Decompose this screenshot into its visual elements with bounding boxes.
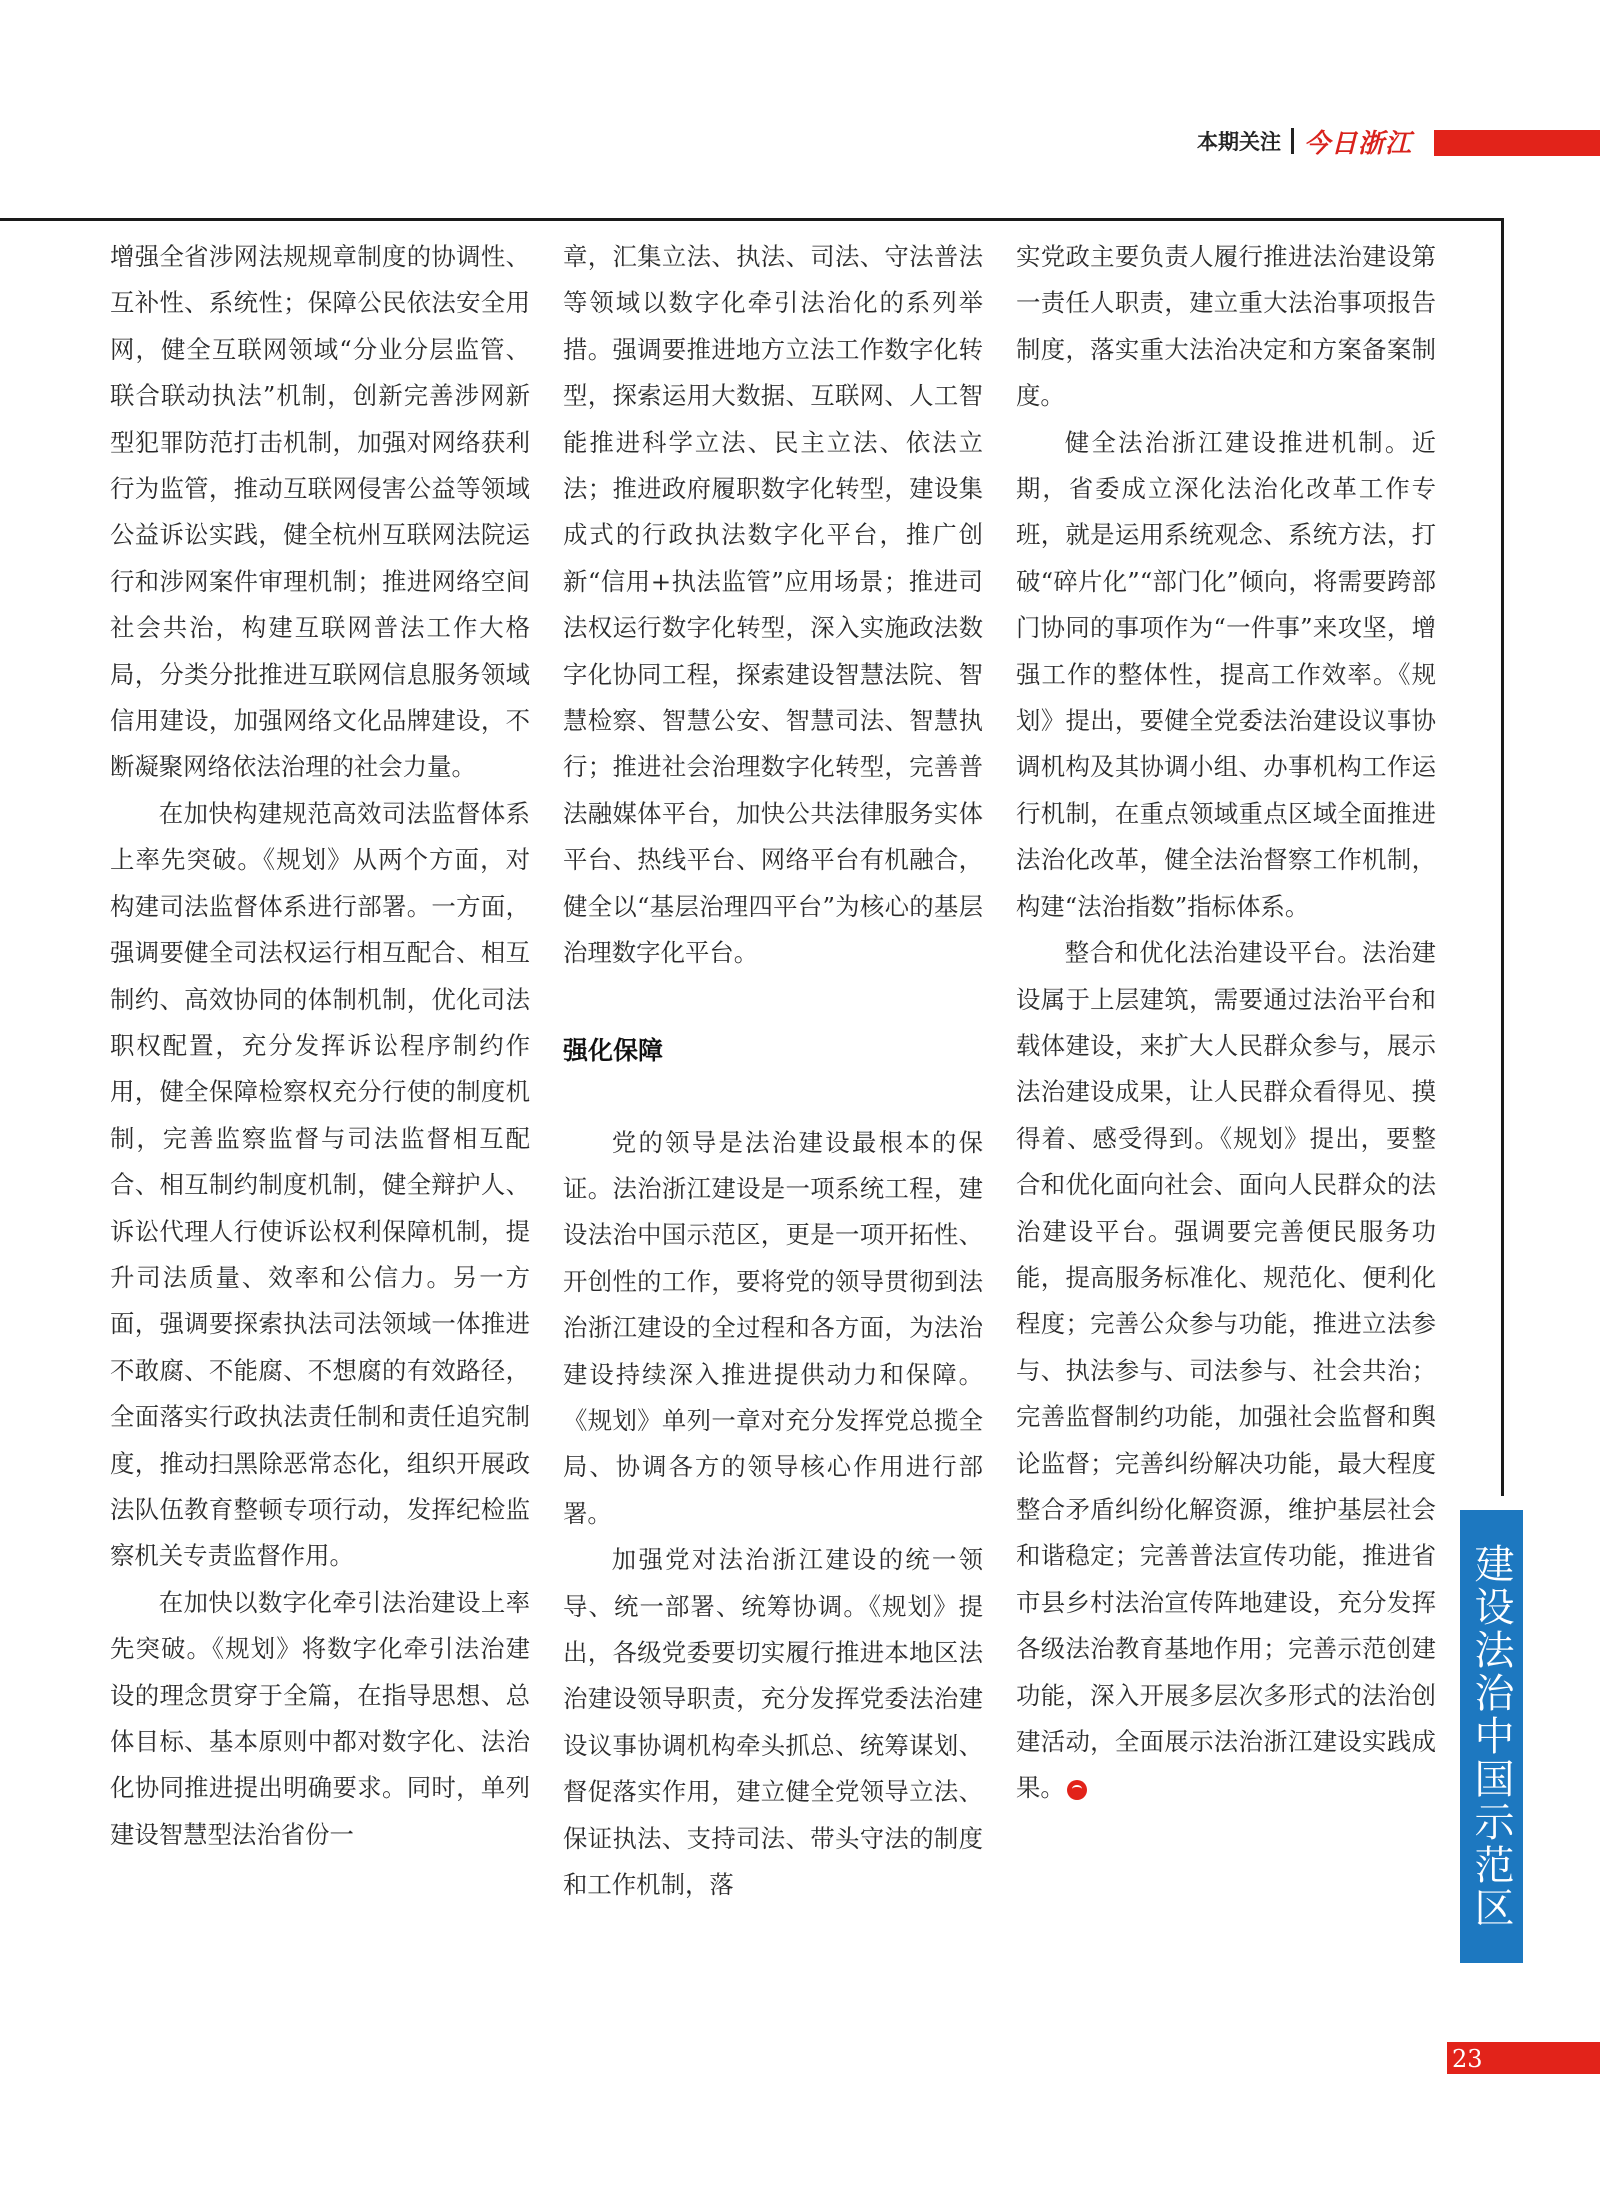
header-red-bar bbox=[1434, 130, 1600, 156]
paragraph: 章，汇集立法、执法、司法、守法普法等领域以数字化牵引法治化的系列举措。强调要推进地方立法工作数字化转型，探索运用大数据、互联网、人工智能推进科学立法、民主立法、依法立法；推进政府履职数字化转型，建设集成式的行政执法数字化平台，推广创新“信用+执法监管”应用场景；推进司法权运行数字化转型，深入实施政法数字化协同工程，探索建设智慧法院、智慧检察、智慧公安、智慧司法、智慧执行；推进社会治理数字化转型，完善普法融媒体平台，加快公共法律服务实体平台、热线平台、网络平台有机融合，健全以“基层治理四平台”为核心的基层治理数字化平台。 bbox=[563, 242, 983, 968]
paragraph: 党的领导是法治建设最根本的保证。法治浙江建设是一项系统工程，建设法治中国示范区，更是一项开拓性、开创性的工作，要将党的领导贯彻到法治浙江建设的全过程和各方面，为法治建设持续深入推进提供动力和保障。《规划》单列一章对充分发挥党总揽全局、协调各方的领导核心作用进行部署。 bbox=[563, 1127, 983, 1528]
paragraph: 增强全省涉网法规规章制度的协调性、互补性、系统性；保障公民依法安全用网，健全互联网领域“分业分层监管、联合联动执法”机制，创新完善涉网新型犯罪防范打击机制，加强对网络获利行为监管，推动互联网侵害公益等领域公益诉讼实践，健全杭州互联网法院运行和涉网案件审理机制；推进网络空间社会共治，构建互联网普法工作大格局，分类分批推进互联网信息服务领域信用建设，加强网络文化品牌建设，不断凝聚网络依法治理的社会力量。 bbox=[110, 242, 530, 782]
page-number: 23 bbox=[1452, 2045, 1483, 2073]
side-banner bbox=[1460, 1510, 1523, 1963]
paragraph-final bbox=[1016, 930, 1436, 1812]
paragraph: 在加快构建规范高效司法监督体系上率先突破。《规划》从两个方面，对构建司法监督体系进行部署。一方面，强调要健全司法权运行相互配合、相互制约、高效协同的体制机制，优化司法职权配置，充分发挥诉讼程序制约作用，健全保障检察权充分行使的制度机制，完善监察监督与司法监督相互配合、相互制约制度机制，健全辩护人、诉讼代理人行使诉讼权利保障机制，提升司法质量、效率和公信力。另一方面，强调要探索执法司法领域一体推进不敢腐、不能腐、不想腐的有效路径，全面落实行政执法责任制和责任追究制度，推动扫黑除恶常态化，组织开展政法队伍教育整顿专项行动，发挥纪检监察机关专责监督作用。 bbox=[110, 798, 530, 1571]
top-rule bbox=[0, 218, 1503, 221]
article-column-2 bbox=[563, 234, 983, 1908]
article-column-1 bbox=[110, 234, 530, 1858]
right-rule bbox=[1501, 218, 1504, 1496]
paragraph-text: 整合和优化法治建设平台。法治建设属于上层建筑，需要通过法治平台和载体建设，来扩大人民群众参与，展示法治建设成果，让人民群众看得见、摸得着、感受得到。《规划》提出，要整合和优化面向社会、面向人民群众的法治建设平台。强调要完善便民服务功能，提高服务标准化、规范化、便利化程度；完善公众参与功能，推进立法参与、执法参与、司法参与、社会共治；完善监督制约功能，加强社会监督和舆论监督；完善纠纷解决功能，最大程度整合矛盾纠纷化解资源，维护基层社会和谐稳定；完善普法宣传功能，推进省市县乡村法治宣传阵地建设，充分发挥各级法治教育基地作用；完善示范创建功能，深入开展多层次多形式的法治创建活动，全面展示法治浙江建设实践成果。 bbox=[1016, 938, 1436, 1803]
section-label: 本期关注 bbox=[1197, 130, 1281, 154]
page-header bbox=[1197, 125, 1412, 157]
side-banner-text: 建设法治中国示范区 bbox=[1468, 1543, 1514, 1930]
paragraph: 健全法治浙江建设推进机制。近期，省委成立深化法治化改革工作专班，就是运用系统观念、系统方法，打破“碎片化”“部门化”倾向，将需要跨部门协同的事项作为“一件事”来攻坚，增强工作的整体性，提高工作效率。《规划》提出，要健全党委法治建设议事协调机构及其协调小组、办事机构工作运行机制，在重点领域重点区域全面推进法治化改革，健全法治督察工作机制，构建“法治指数”指标体系。 bbox=[1016, 427, 1436, 921]
paragraph: 实党政主要负责人履行推进法治建设第一责任人职责，建立重大法治事项报告制度，落实重大法治决定和方案备案制度。 bbox=[1016, 242, 1436, 411]
article-end-icon bbox=[1067, 1780, 1087, 1800]
section-heading: 强化保障 bbox=[563, 1035, 664, 1065]
header-divider bbox=[1291, 128, 1294, 154]
article-column-3 bbox=[1016, 234, 1436, 1812]
paragraph: 在加快以数字化牵引法治建设上率先突破。《规划》将数字化牵引法治建设的理念贯穿于全篇，在指导思想、总体目标、基本原则中都对数字化、法治化协同推进提出明确要求。同时，单列建设智慧型法治省份一 bbox=[110, 1587, 530, 1849]
paragraph: 加强党对法治浙江建设的统一领导、统一部署、统筹协调。《规划》提出，各级党委要切实履行推进本地区法治建设领导职责，充分发挥党委法治建设议事协调机构牵头抓总、统筹谋划、督促落实作用，建立健全党领导立法、保证执法、支持司法、带头守法的制度和工作机制，落 bbox=[563, 1545, 983, 1899]
magazine-logo: 今日浙江 bbox=[1304, 128, 1413, 159]
